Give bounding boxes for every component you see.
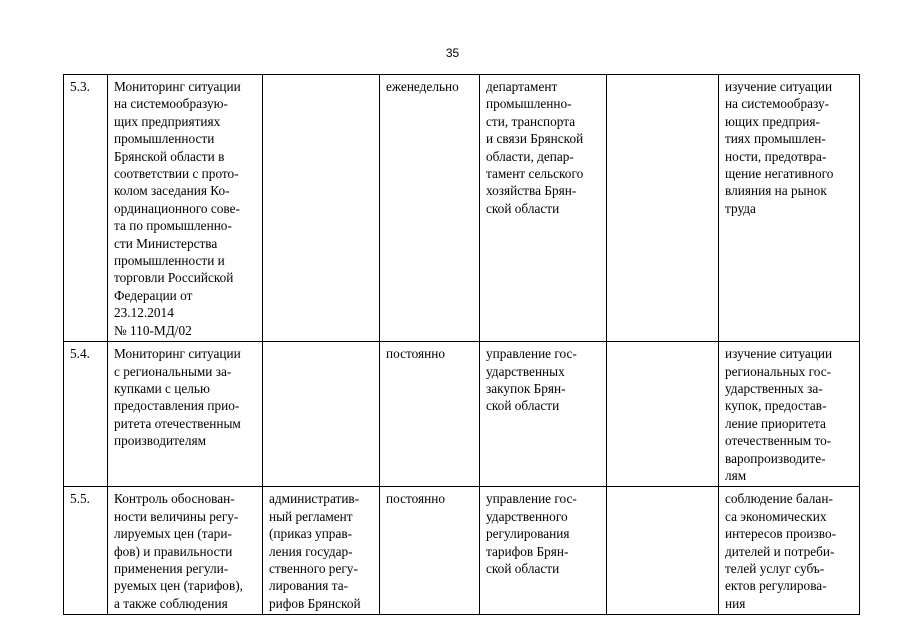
executor-text: управление гос- ударственного регулирования тарифов Брян- ской области [486, 491, 577, 576]
action-text: Контроль обоснован- ности величины регу- лируемых цен (тари- фов) и правильности применения регули- руемых цен (тарифов), а также соблюдения [114, 491, 243, 611]
result-text: соблюдение балан- са экономических интересов произво- дителей и потреби- телей услуг субъ- ектов регулирова- ния [725, 491, 837, 611]
extra-cell [607, 75, 719, 342]
action-text: Мониторинг ситуации на системообразую- щих предприятиях промышленности Брянской области в соответствии с прото- колом заседания Ко- ординационного сове- та по промышленно- сти Министерства промышленности и торговли Российской Федерации от 23.12.2014 № 110-МД/02 [114, 79, 241, 338]
basis-cell [263, 487, 380, 615]
row-number-cell [64, 75, 108, 342]
result-text: изучение ситуации региональных гос- ударственных за- купок, предостав- ление приоритета отечественным то- варопроизводите- лям [725, 346, 833, 483]
basis-cell [263, 342, 380, 487]
period-cell [380, 75, 480, 342]
row-number-cell [64, 487, 108, 615]
action-text: Мониторинг ситуации с региональными за- купками с целью предоставления прио- ритета отечественным производителям [114, 346, 241, 449]
result-cell [719, 342, 860, 487]
row-number: 5.4. [70, 346, 90, 362]
executor-text: департамент промышленно- сти, транспорта и связи Брянской области, депар- тамент сельского хозяйства Брян- ской области [486, 79, 584, 216]
extra-cell [607, 487, 719, 615]
action-cell [108, 342, 263, 487]
page-number: 35 [445, 46, 460, 60]
plan-table [63, 74, 860, 615]
basis-cell [263, 75, 380, 342]
executor-cell [480, 487, 607, 615]
result-cell [719, 487, 860, 615]
result-cell [719, 75, 860, 342]
period-cell [380, 342, 480, 487]
row-number: 5.5. [70, 491, 90, 507]
executor-cell [480, 75, 607, 342]
action-cell [108, 487, 263, 615]
executor-text: управление гос- ударственных закупок Брян- ской области [486, 346, 577, 414]
table-row [64, 342, 860, 487]
row-number: 5.3. [70, 79, 90, 94]
period-text: постоянно [386, 346, 446, 362]
action-cell [108, 75, 263, 342]
extra-cell [607, 342, 719, 487]
period-text: еженедельно [386, 79, 459, 94]
period-text: постоянно [386, 491, 446, 507]
basis-text: административ- ный регламент (приказ управ- ления государ- ственного регу- лирования та- рифов Брянской [269, 491, 361, 611]
table-row [64, 75, 860, 342]
table-row [64, 487, 860, 615]
period-cell [380, 487, 480, 615]
result-text: изучение ситуации на системообразу- ющих предприя- тиях промышлен- ности, предотвра- щение негативного влияния на рынок труда [725, 79, 834, 216]
row-number-cell [64, 342, 108, 487]
executor-cell [480, 342, 607, 487]
